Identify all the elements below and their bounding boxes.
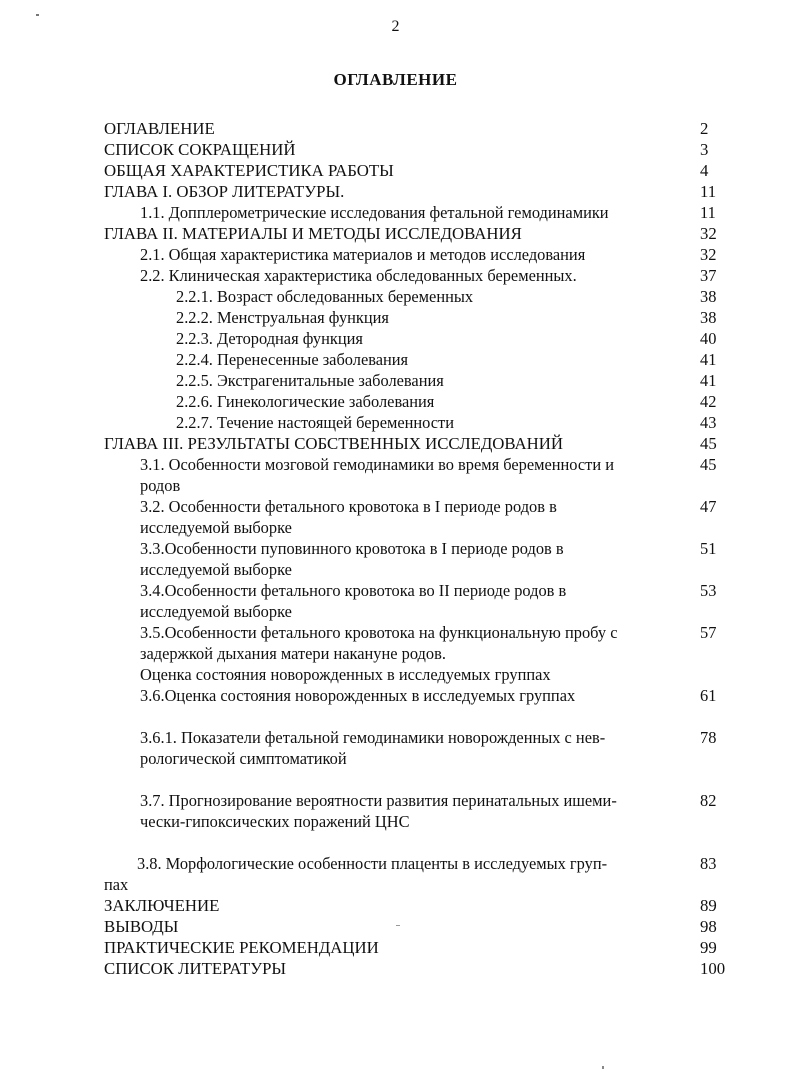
toc-entry-text: родов bbox=[140, 476, 181, 495]
toc-entry-text: 2.2.6. Гинекологические заболевания bbox=[176, 392, 435, 411]
toc-entry-page: 78 bbox=[700, 728, 717, 747]
toc-entry-text: ОБЩАЯ ХАРАКТЕРИСТИКА РАБОТЫ bbox=[104, 161, 394, 180]
toc-entry-text: 3.6.Оценка состояния новорожденных в исследуемых группах bbox=[140, 686, 576, 705]
toc-entry-page: 3 bbox=[700, 140, 709, 159]
toc-entry-page: 32 bbox=[700, 245, 717, 264]
toc-entry-text: ГЛАВА III. РЕЗУЛЬТАТЫ СОБСТВЕННЫХ ИССЛЕДОВАНИЙ bbox=[104, 434, 564, 453]
toc-entry-page: 40 bbox=[700, 329, 717, 348]
toc-entry-page: 51 bbox=[700, 539, 717, 558]
toc-entry-text: задержкой дыхания матери накануне родов. bbox=[140, 644, 446, 663]
toc-entry-page: 32 bbox=[700, 224, 717, 243]
toc-entry-page: 98 bbox=[700, 917, 717, 936]
scan-speck bbox=[36, 14, 39, 16]
toc-entry-text: пах bbox=[104, 875, 129, 894]
toc-entry-text: Оценка состояния новорожденных в исследуемых группах bbox=[140, 665, 551, 684]
toc-entry-text: 2.2.5. Экстрагенитальные заболевания bbox=[176, 371, 444, 390]
toc-entry-page: 83 bbox=[700, 854, 717, 873]
toc-entry-page: 89 bbox=[700, 896, 717, 915]
toc-entry-page: 2 bbox=[700, 119, 709, 138]
toc-entry-text: ПРАКТИЧЕСКИЕ РЕКОМЕНДАЦИИ bbox=[104, 938, 379, 957]
toc-entry-text: 2.1. Общая характеристика материалов и методов исследования bbox=[140, 245, 586, 264]
scan-speck bbox=[602, 1066, 604, 1069]
toc-entry-text: рологической симптоматикой bbox=[140, 749, 347, 768]
toc-entry-page: 42 bbox=[700, 392, 717, 411]
toc-entry-text: СПИСОК СОКРАЩЕНИЙ bbox=[104, 140, 296, 159]
toc-entry-text: 3.8. Морфологические особенности плаценты в исследуемых груп- bbox=[137, 854, 608, 873]
toc-entry-page: 38 bbox=[700, 308, 717, 327]
toc-entry-page: 4 bbox=[700, 161, 709, 180]
toc-entry-text: 3.5.Особенности фетального кровотока на функциональную пробу с bbox=[140, 623, 618, 642]
toc-entry-text: чески-гипоксических поражений ЦНС bbox=[140, 812, 410, 831]
toc-entry-page: 37 bbox=[700, 266, 717, 285]
toc-entry-page: 41 bbox=[700, 350, 717, 369]
toc-entry-page: 43 bbox=[700, 413, 717, 432]
toc-entry-page: 47 bbox=[700, 497, 717, 516]
toc-entry-text: исследуемой выборке bbox=[140, 560, 292, 579]
toc-entry-page: 82 bbox=[700, 791, 717, 810]
toc-entry-text: ЗАКЛЮЧЕНИЕ bbox=[104, 896, 220, 915]
toc-entry-page: 61 bbox=[700, 686, 717, 705]
toc-entry-text: 2.2.4. Перенесенные заболевания bbox=[176, 350, 409, 369]
toc-entry-page: 11 bbox=[700, 182, 717, 201]
page-title: ОГЛАВЛЕНИЕ bbox=[333, 70, 458, 89]
toc-entry-text: СПИСОК ЛИТЕРАТУРЫ bbox=[104, 959, 287, 978]
toc-entry-text: ГЛАВА I. ОБЗОР ЛИТЕРАТУРЫ. bbox=[104, 182, 345, 201]
toc-entry-text: исследуемой выборке bbox=[140, 518, 292, 537]
toc-entry-page: 57 bbox=[700, 623, 717, 642]
scan-speck bbox=[396, 925, 400, 926]
toc-entry-text: 2.2.7. Течение настоящей беременности bbox=[176, 413, 454, 432]
toc-entry-page: 41 bbox=[700, 371, 717, 390]
toc-entry-text: 2.2.3. Детородная функция bbox=[176, 329, 363, 348]
toc-entry-text: 3.2. Особенности фетального кровотока в I периоде родов в bbox=[140, 497, 557, 516]
toc-entry-text: 2.2. Клиническая характеристика обследованных беременных. bbox=[140, 266, 577, 285]
page-number: 2 bbox=[391, 18, 400, 35]
toc-entry-page: 45 bbox=[700, 455, 717, 474]
toc-entry-text: 3.6.1. Показатели фетальной гемодинамики новорожденных с нев- bbox=[140, 728, 606, 747]
toc-entry-page: 99 bbox=[700, 938, 717, 957]
toc-entry-text: 3.7. Прогнозирование вероятности развития перинатальных ишеми- bbox=[140, 791, 617, 810]
toc-entry-text: 3.4.Особенности фетального кровотока во II периоде родов в bbox=[140, 581, 567, 600]
toc-entry-page: 45 bbox=[700, 434, 717, 453]
toc-entry-text: 2.2.2. Менструальная функция bbox=[176, 308, 389, 327]
toc-entry-page: 53 bbox=[700, 581, 717, 600]
toc-entry-text: исследуемой выборке bbox=[140, 602, 292, 621]
toc-entry-text: ОГЛАВЛЕНИЕ bbox=[104, 119, 215, 138]
toc-entry-text: ВЫВОДЫ bbox=[104, 917, 179, 936]
toc-entry-page: 11 bbox=[700, 203, 716, 222]
toc-entry-page: 38 bbox=[700, 287, 717, 306]
toc-entry-text: 2.2.1. Возраст обследованных беременных bbox=[176, 287, 474, 306]
toc-entry-text: 1.1. Допплерометрические исследования фетальной гемодинамики bbox=[140, 203, 609, 222]
toc-entry-text: 3.3.Особенности пуповинного кровотока в I периоде родов в bbox=[140, 539, 564, 558]
toc-entry-page: 100 bbox=[700, 959, 726, 978]
toc-entry-text: ГЛАВА II. МАТЕРИАЛЫ И МЕТОДЫ ИССЛЕДОВАНИЯ bbox=[104, 224, 522, 243]
toc-entry-text: 3.1. Особенности мозговой гемодинамики во время беременности и bbox=[140, 455, 614, 474]
